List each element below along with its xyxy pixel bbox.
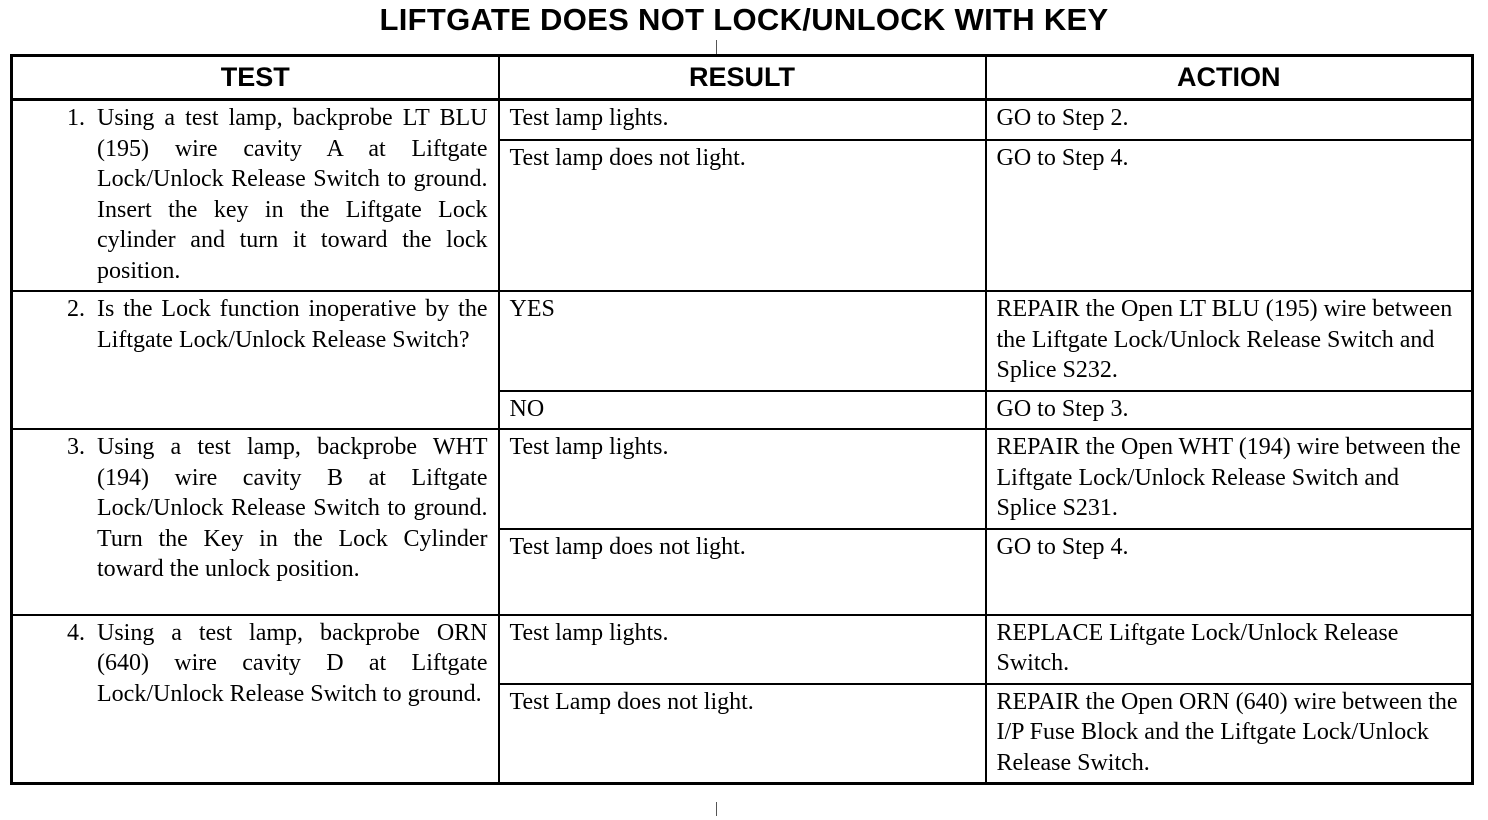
action-cell: REPLACE Liftgate Lock/Unlock Release Switch. xyxy=(986,615,1473,684)
action-cell: REPAIR the Open LT BLU (195) wire between the Liftgate Lock/Unlock Release Switch and Splice S232. xyxy=(986,291,1473,391)
test-text: Using a test lamp, backprobe LT BLU (195) wire cavity A at Liftgate Lock/Unlock Release Switch to ground. Insert the key in the Liftgate Lock cylinder and turn it toward the lock position. xyxy=(97,105,488,284)
result-cell: Test lamp does not light. xyxy=(499,529,986,615)
header-result: RESULT xyxy=(499,56,986,100)
page-title: LIFTGATE DOES NOT LOCK/UNLOCK WITH KEY xyxy=(379,2,1109,37)
step-number: 2. xyxy=(67,296,85,322)
test-text: Is the Lock function inoperative by the Liftgate Lock/Unlock Release Switch? xyxy=(97,296,488,353)
result-cell: Test lamp lights. xyxy=(499,615,986,684)
diagnostic-table xyxy=(10,54,1474,785)
step-number: 1. xyxy=(67,105,85,131)
header-test: TEST xyxy=(12,56,499,100)
result-cell: YES xyxy=(499,291,986,391)
table-row xyxy=(12,429,1473,529)
test-cell-step-2 xyxy=(12,291,499,429)
action-cell: GO to Step 2. xyxy=(986,100,1473,140)
test-text: Using a test lamp, backprobe WHT (194) wire cavity B at Liftgate Lock/Unlock Release Switch to ground. Turn the Key in the Lock Cylinder toward the unlock position. xyxy=(97,434,488,582)
action-cell: REPAIR the Open WHT (194) wire between the Liftgate Lock/Unlock Release Switch and Splice S231. xyxy=(986,429,1473,529)
step-number: 4. xyxy=(67,619,85,646)
table-row xyxy=(12,291,1473,391)
header-row xyxy=(12,56,1473,100)
test-text: Using a test lamp, backprobe ORN (640) wire cavity D at Liftgate Lock/Unlock Release Switch to ground. xyxy=(97,619,488,707)
table-row xyxy=(12,615,1473,684)
result-cell: Test lamp lights. xyxy=(499,429,986,529)
crop-mark xyxy=(716,40,717,54)
header-action: ACTION xyxy=(986,56,1473,100)
test-cell-step-3 xyxy=(12,429,499,615)
result-cell: Test Lamp does not light. xyxy=(499,684,986,784)
crop-mark xyxy=(716,802,717,816)
action-cell: GO to Step 4. xyxy=(986,140,1473,291)
action-cell: GO to Step 4. xyxy=(986,529,1473,615)
test-cell-step-1 xyxy=(12,100,499,292)
result-cell: Test lamp does not light. xyxy=(499,140,986,291)
result-cell: NO xyxy=(499,391,986,430)
action-cell: GO to Step 3. xyxy=(986,391,1473,430)
action-cell: REPAIR the Open ORN (640) wire between the I/P Fuse Block and the Liftgate Lock/Unlock Release Switch. xyxy=(986,684,1473,784)
table-row xyxy=(12,100,1473,140)
result-cell: Test lamp lights. xyxy=(499,100,986,140)
step-number: 3. xyxy=(67,434,85,460)
test-cell-step-4 xyxy=(12,615,499,784)
